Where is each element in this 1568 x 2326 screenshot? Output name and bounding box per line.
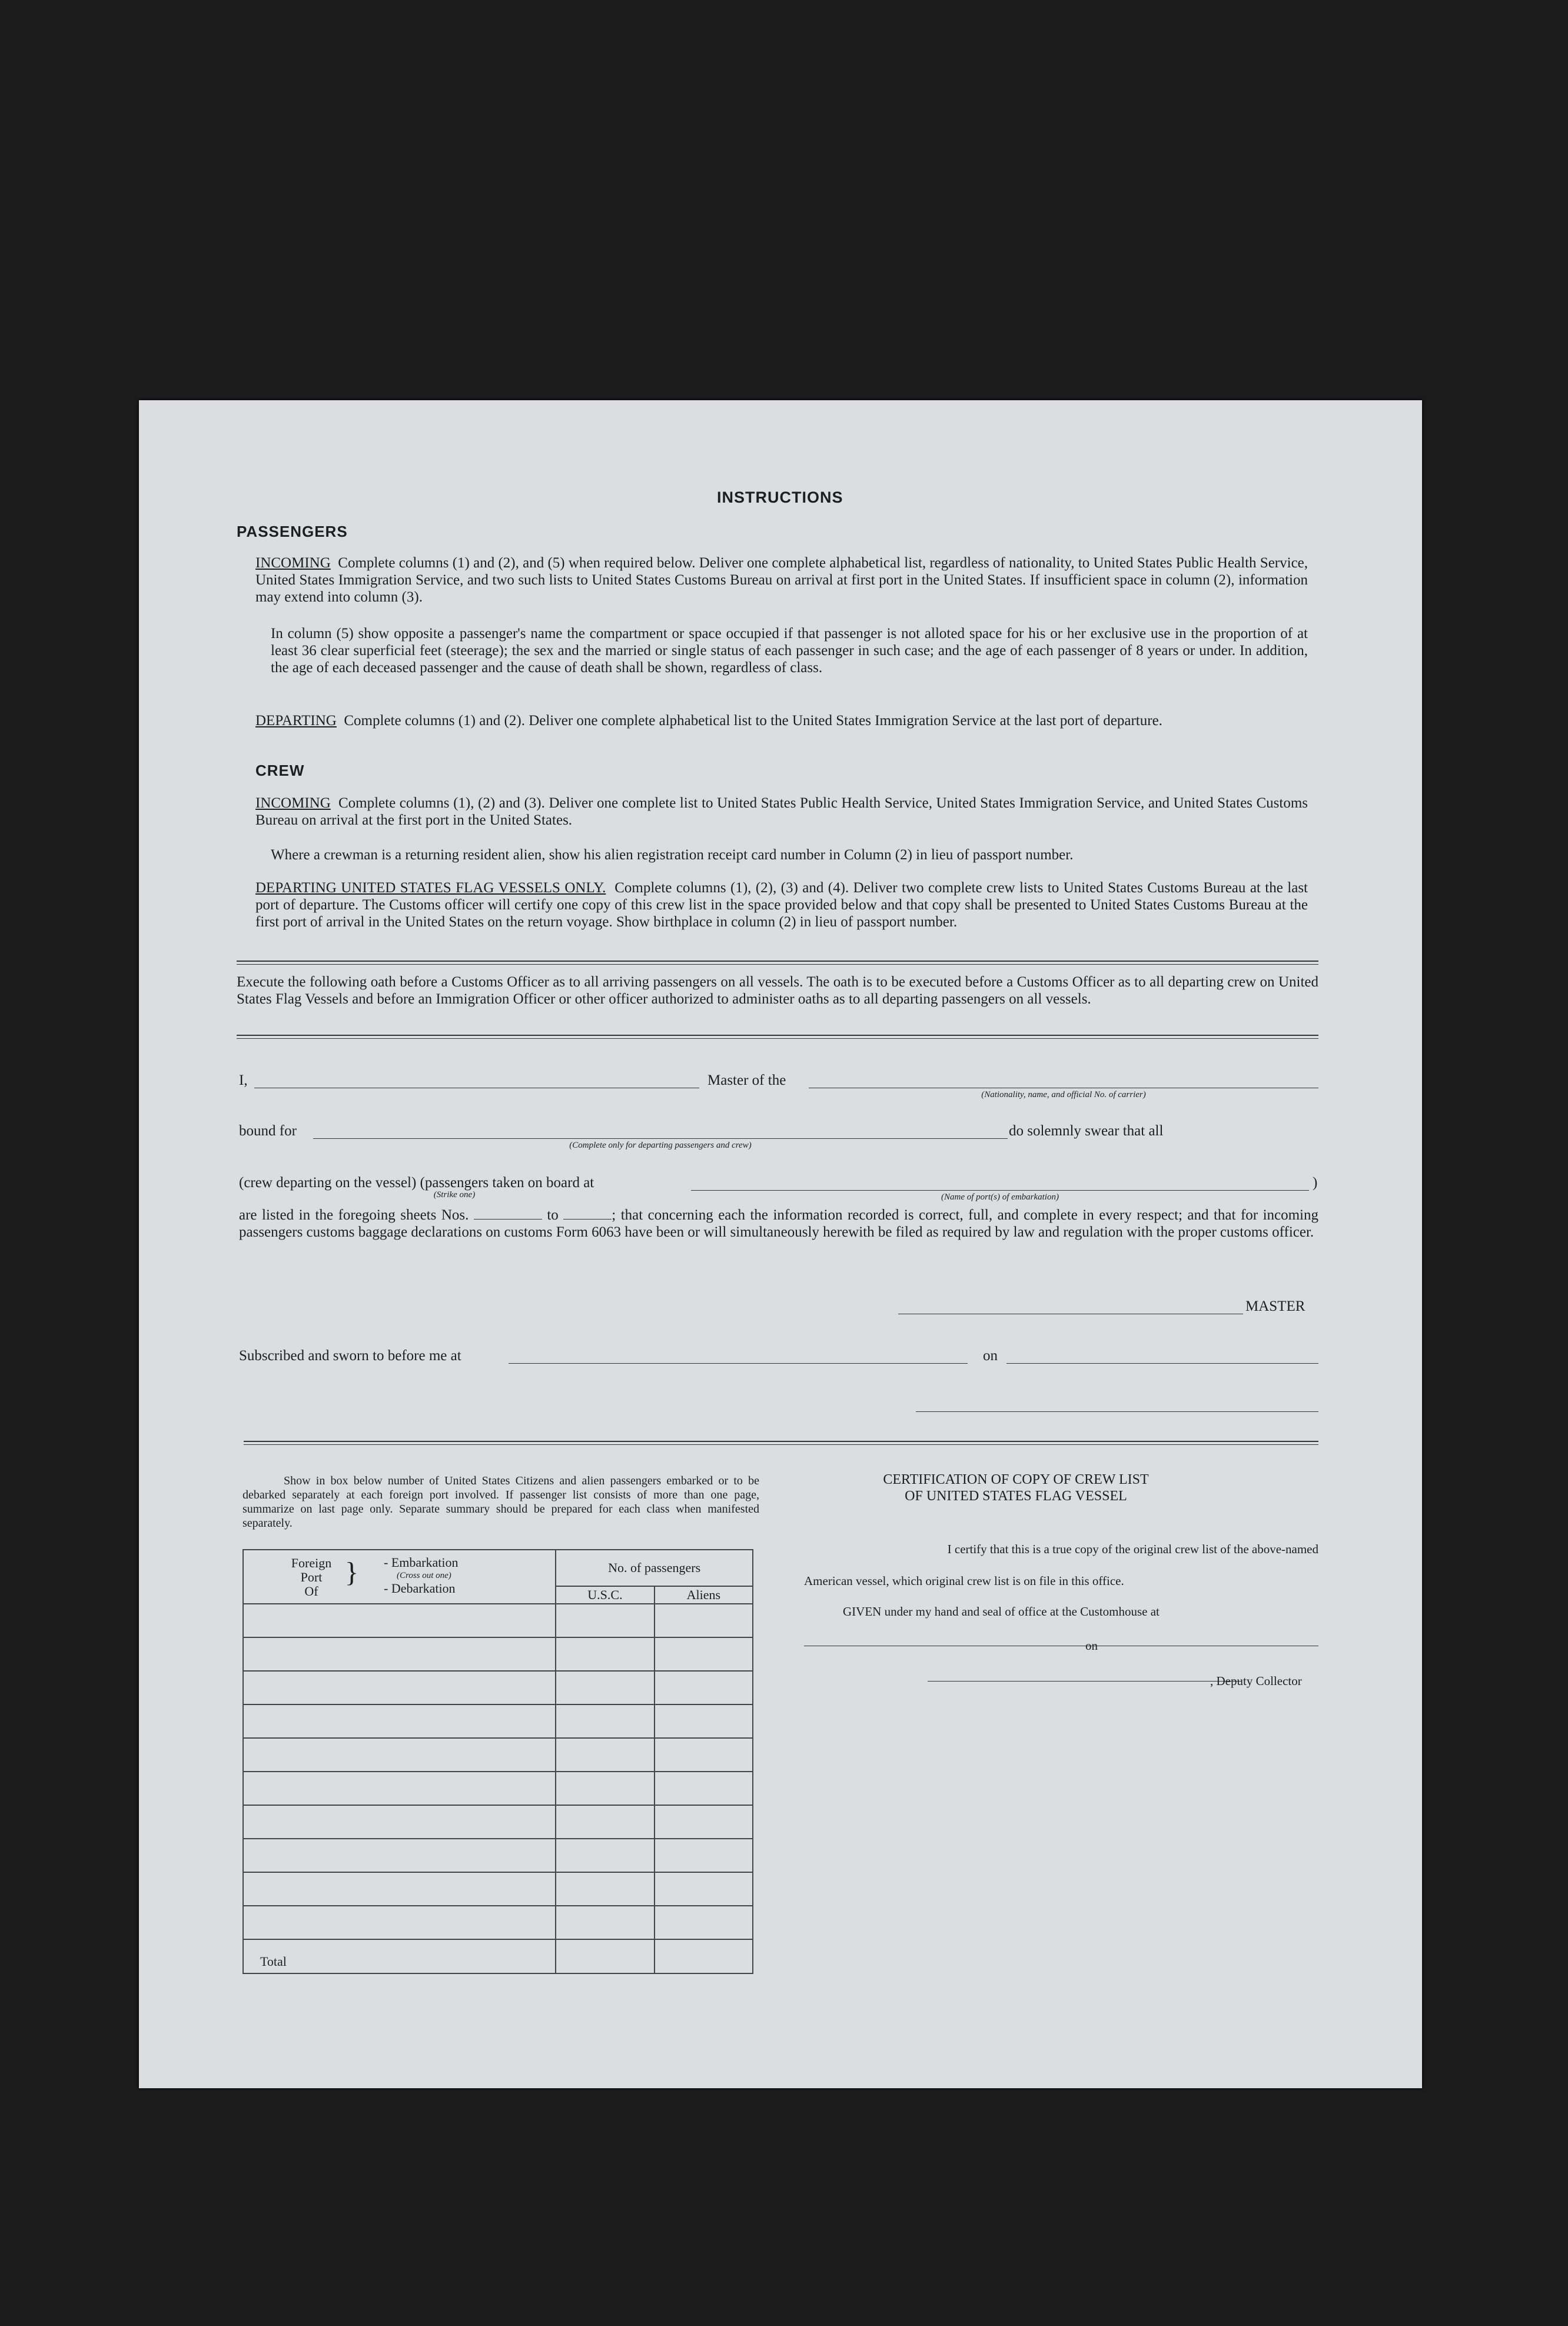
bound-caption: (Complete only for departing passengers and crew) xyxy=(569,1141,752,1150)
swear-text: do solemnly swear that all xyxy=(1009,1123,1164,1139)
deputy-collector-label: , Deputy Collector xyxy=(1210,1674,1302,1688)
port-cell[interactable] xyxy=(243,1738,556,1772)
sworn-date-field[interactable] xyxy=(1006,1349,1318,1364)
customhouse-field[interactable] xyxy=(804,1634,1157,1646)
port-label: Port xyxy=(300,1570,323,1584)
divider xyxy=(237,964,1318,965)
certification-line1: I certify that this is a true copy of the original crew list of the above-named xyxy=(947,1542,1318,1556)
sheet-to-field[interactable] xyxy=(563,1208,612,1220)
usc-cell[interactable] xyxy=(556,1738,654,1772)
aliens-cell[interactable] xyxy=(655,1738,753,1772)
aliens-cell[interactable] xyxy=(655,1839,753,1872)
usc-cell[interactable] xyxy=(556,1772,654,1805)
summary-instructions: Show in box below number of United States Citizens and alien passengers embarked or to be debarked separately at each foreign port involved. If passenger list consists of more than one page, summarize on last page only. Separate summary should be prepared for each class when manifested separately. xyxy=(242,1474,759,1530)
table-row xyxy=(243,1805,753,1839)
debarkation-option[interactable]: - Debarkation xyxy=(384,1581,456,1596)
form-sheet xyxy=(139,400,1422,2088)
usc-cell[interactable] xyxy=(556,1805,654,1839)
aliens-cell[interactable] xyxy=(655,1872,753,1906)
crew-incoming-text: Complete columns (1), (2) and (3). Deliver one complete list to United States Public Health Service, United States Immigration Service, and United States Customs Bureau on arrival at the first port in the United States. xyxy=(255,795,1308,828)
aliens-cell[interactable] xyxy=(655,1772,753,1805)
port-cell[interactable] xyxy=(243,1906,556,1939)
port-cell[interactable] xyxy=(243,1772,556,1805)
embarkation-port-field[interactable] xyxy=(691,1176,1309,1191)
strike-one-caption: (Strike one) xyxy=(433,1190,476,1199)
master-name-field[interactable] xyxy=(254,1074,699,1088)
flag-vessels-label: DEPARTING UNITED STATES FLAG VESSELS ONLY. xyxy=(255,880,606,896)
certification-line3: GIVEN under my hand and seal of office at the Customhouse at xyxy=(843,1604,1160,1619)
embarkation-option[interactable]: - Embarkation xyxy=(384,1555,459,1570)
port-cell[interactable] xyxy=(243,1704,556,1738)
close-paren: ) xyxy=(1313,1175,1318,1191)
crew-incoming-paragraph xyxy=(255,795,1308,829)
subscribed-label: Subscribed and sworn to before me at xyxy=(239,1348,461,1364)
table-row xyxy=(243,1604,753,1637)
bound-for-label: bound for xyxy=(239,1123,297,1139)
port-header-cell: Foreign Port Of } - Embarkation (Cross out one) - Debarkation xyxy=(243,1550,556,1604)
passengers-incoming-text: Complete columns (1) and (2), and (5) when required below. Deliver one complete alphabetical list, regardless of nationality, to United States Public Health Service, United States Immigration Service, and two such lists to United States Customs Bureau on arrival at first port in the United States. If insufficient space in column (2), information may extend into column (3). xyxy=(255,555,1308,605)
port-cell[interactable] xyxy=(243,1671,556,1704)
table-row xyxy=(243,1671,753,1704)
passengers-incoming-paragraph xyxy=(255,554,1308,606)
aliens-cell[interactable] xyxy=(655,1604,753,1637)
column5-paragraph: In column (5) show opposite a passenger's name the compartment or space occupied if that passenger is not alloted space for his or her exclusive use in the proportion of at least 36 clear superficial feet (steerage); the sex and the married or single status of each passenger in such case; and the age of each passenger of 8 years or under. In addition, the age of each deceased passenger and the cause of death shall be shown, regardless of class. xyxy=(271,626,1308,676)
oath-i: I, xyxy=(239,1072,248,1088)
divider xyxy=(237,1038,1318,1039)
divider xyxy=(244,1441,1318,1442)
carrier-caption: (Nationality, name, and official No. of carrier) xyxy=(981,1090,1146,1099)
passengers-heading: PASSENGERS xyxy=(237,523,348,540)
master-label: MASTER xyxy=(1245,1298,1305,1314)
no-passengers-header: No. of passengers xyxy=(556,1550,753,1586)
usc-cell[interactable] xyxy=(556,1906,654,1939)
divider xyxy=(244,1444,1318,1445)
table-row xyxy=(243,1772,753,1805)
master-signature-field[interactable] xyxy=(898,1300,1243,1314)
passengers-departing-label: DEPARTING xyxy=(255,713,337,729)
listed-prefix: are listed in the foregoing sheets Nos. xyxy=(239,1207,469,1223)
master-of-the-label: Master of the xyxy=(707,1072,786,1088)
deputy-signature-field[interactable] xyxy=(928,1669,1242,1682)
port-cell[interactable] xyxy=(243,1604,556,1637)
to-label: to xyxy=(547,1207,559,1223)
crew-passengers-text: (crew departing on the vessel) (passengers taken on board at xyxy=(239,1175,594,1191)
aliens-header: Aliens xyxy=(655,1586,753,1604)
aliens-cell[interactable] xyxy=(655,1637,753,1671)
officer-signature-field[interactable] xyxy=(916,1397,1318,1412)
passengers-incoming-label: INCOMING xyxy=(255,555,331,571)
usc-cell[interactable] xyxy=(556,1671,654,1704)
of-label: Of xyxy=(304,1584,318,1599)
divider xyxy=(237,1035,1318,1036)
crew-incoming-label: INCOMING xyxy=(255,795,331,811)
port-cell[interactable] xyxy=(243,1839,556,1872)
certification-on-label: on xyxy=(1085,1639,1098,1653)
total-usc-cell[interactable] xyxy=(556,1939,654,1973)
port-cell[interactable] xyxy=(243,1805,556,1839)
usc-cell[interactable] xyxy=(556,1839,654,1872)
passenger-summary-table xyxy=(242,1549,753,1974)
bound-for-field[interactable] xyxy=(313,1124,1008,1139)
listed-paragraph xyxy=(239,1207,1318,1241)
flag-vessels-paragraph xyxy=(255,879,1308,931)
aliens-cell[interactable] xyxy=(655,1671,753,1704)
certification-heading xyxy=(863,1471,1169,1504)
port-cell[interactable] xyxy=(243,1872,556,1906)
usc-cell[interactable] xyxy=(556,1637,654,1671)
usc-header: U.S.C. xyxy=(556,1586,654,1604)
sheet-from-field[interactable] xyxy=(474,1208,542,1220)
certification-heading-line1: CERTIFICATION OF COPY OF CREW LIST xyxy=(883,1472,1149,1487)
returning-resident-paragraph: Where a crewman is a returning resident alien, show his alien registration receipt card number in Column (2) in lieu of passport number. xyxy=(271,847,1074,863)
port-caption: (Name of port(s) of embarkation) xyxy=(941,1192,1059,1202)
total-aliens-cell[interactable] xyxy=(655,1939,753,1973)
divider xyxy=(237,961,1318,962)
aliens-cell[interactable] xyxy=(655,1805,753,1839)
listed-text: ; that concerning each the information recorded is correct, full, and complete in every respect; and that for incoming passengers customs baggage declarations on customs Form 6063 have been or will simultaneously herewith be filed as required by law and regulation with the proper customs officer. xyxy=(239,1207,1319,1240)
aliens-cell[interactable] xyxy=(655,1704,753,1738)
usc-cell[interactable] xyxy=(556,1704,654,1738)
foreign-label: Foreign xyxy=(291,1556,332,1570)
flag-vessels-text: Complete columns (1), (2), (3) and (4). Deliver two complete crew lists to United States Customs Bureau at the last port of departure. The Customs officer will certify one copy of this crew list in the space provided below and that copy shall be presented to United States Customs Bureau at the first port of arrival in the United States on the return voyage. Show birthplace in column (2) in lieu of passport number. xyxy=(255,880,1308,930)
table-row xyxy=(243,1738,753,1772)
sworn-place-field[interactable] xyxy=(509,1349,968,1364)
table-row xyxy=(243,1704,753,1738)
certification-heading-line2: OF UNITED STATES FLAG VESSEL xyxy=(905,1488,1127,1504)
table-row xyxy=(243,1872,753,1906)
carrier-field[interactable] xyxy=(809,1074,1318,1088)
cross-out-note: (Cross out one) xyxy=(397,1571,451,1580)
total-label: Total xyxy=(243,1939,556,1973)
sworn-on-label: on xyxy=(983,1348,998,1364)
certification-line2: American vessel, which original crew list is on file in this office. xyxy=(804,1574,1124,1588)
certification-date-field[interactable] xyxy=(1107,1634,1318,1646)
table-row xyxy=(243,1637,753,1671)
page-title: INSTRUCTIONS xyxy=(717,489,843,506)
table-row xyxy=(243,1906,753,1939)
usc-cell[interactable] xyxy=(556,1872,654,1906)
usc-cell[interactable] xyxy=(556,1604,654,1637)
oath-instructions: Execute the following oath before a Customs Officer as to all arriving passengers on all vessels. The oath is to be executed before a Customs Officer as to all departing crew on United States Flag Vessels and before an Immigration Officer or other officer authorized to administer oaths as to all departing passengers on all vessels. xyxy=(237,974,1318,1007)
passengers-departing-paragraph xyxy=(255,712,1308,729)
port-cell[interactable] xyxy=(243,1637,556,1671)
crew-heading: CREW xyxy=(255,762,305,779)
passengers-departing-text: Complete columns (1) and (2). Deliver one complete alphabetical list to the United States Immigration Service at the last port of departure. xyxy=(344,713,1162,729)
aliens-cell[interactable] xyxy=(655,1906,753,1939)
table-row xyxy=(243,1839,753,1872)
